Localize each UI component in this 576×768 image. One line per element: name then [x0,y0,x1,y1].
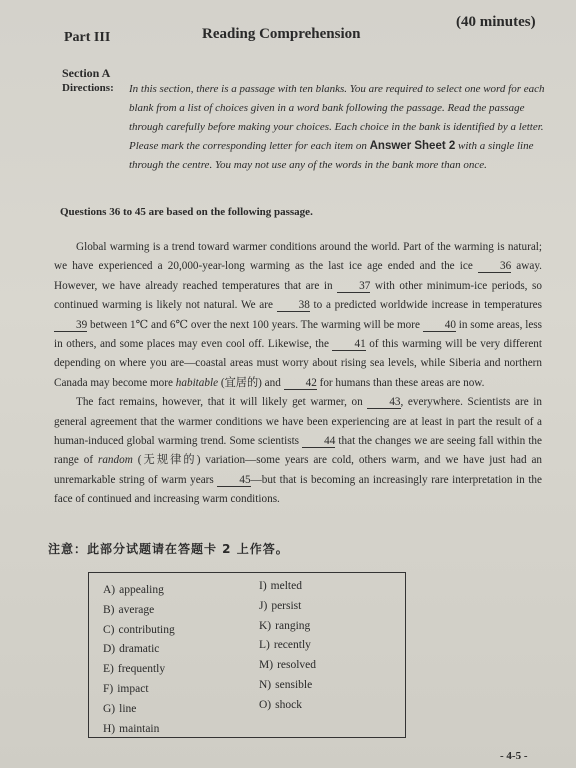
choice-word: dramatic [119,643,160,656]
part-label: Part III [64,30,111,45]
italic-term: random [97,454,133,467]
word-bank-item [259,617,316,637]
page-number: - 4-5 - [500,750,528,762]
choice-word: resolved [277,659,317,672]
word-bank-item [103,640,175,660]
blank-39: 39 [54,319,87,332]
word-bank-column-right [259,577,316,716]
choice-letter: D) [103,643,116,656]
italic-term: habitable [175,376,219,389]
answer-notice: 注意：此部分试题请在答题卡 2 上作答。 [48,542,289,556]
section-heading: Section A [62,66,111,80]
word-bank-item [259,636,316,656]
choice-word: sensible [275,678,313,691]
choice-letter: F) [103,682,114,695]
directions-label: Directions: [62,82,114,94]
blank-37: 37 [337,280,370,293]
word-bank-item [103,700,175,720]
word-bank-item [103,680,175,700]
word-bank-item [103,660,175,680]
blank-42: 42 [284,377,317,390]
choice-letter: G) [103,702,116,715]
choice-letter: I) [259,580,267,592]
passage-text: in some areas, less in others, and some places may even cool off. Likewise, the [54,318,542,351]
time-limit: (40 minutes) [456,14,536,30]
choice-word: recently [273,639,311,652]
passage-text: to a predicted worldwide increase in temperatures [309,299,542,312]
passage-text: Global warming is a trend toward warmer conditions around the world. Part of the warming is natural; we have experienced a 20,000-year-long warming as the last ice age ended and the ice [54,241,542,273]
choice-letter: H) [103,722,116,735]
word-bank-item [259,696,316,716]
choice-word: persist [271,599,302,612]
word-bank-item [259,577,316,597]
choice-letter: A) [103,584,116,596]
passage-paragraph-2 [54,393,542,509]
blank-45: 45 [217,474,250,487]
choice-word: contributing [118,623,175,636]
word-bank-item [103,601,175,621]
choice-word: shock [275,698,302,711]
blank-43: 43 [367,396,400,409]
passage-text: (无规律的) variation—some years are cold, others warm, and we have just had an unremarkable string of warm years [54,454,542,486]
questions-heading: Questions 36 to 45 are based on the following passage. [60,206,313,218]
blank-41: 41 [332,338,365,351]
word-bank-item [103,581,175,601]
choice-word: line [119,702,137,715]
choice-letter: B) [103,603,115,616]
choice-letter: K) [259,619,272,632]
passage-text: away. However, we have already reached temperatures that are in [54,260,542,292]
choice-word: average [118,603,155,616]
answer-sheet-label: Answer Sheet 2 [369,140,456,152]
word-bank-item [103,720,175,740]
choice-letter: J) [259,599,268,612]
word-bank-column-left [103,581,175,739]
blank-38: 38 [277,299,310,312]
choice-letter: N) [259,678,272,691]
choice-word: maintain [119,722,160,735]
word-bank-item [103,621,175,641]
blank-44: 44 [302,435,335,448]
passage-text: —but that is becoming an increasingly rare interpretation in the face of continued and increasing warm conditions. [54,473,542,506]
passage-text: between 1℃ and 6℃ over the next 100 years. The warming will be more [87,318,423,331]
choice-letter: O) [259,698,272,711]
blank-40: 40 [423,319,456,332]
word-bank [88,572,406,738]
choice-letter: C) [103,623,115,636]
passage-text: (宜居的) and [218,376,284,389]
blank-36: 36 [478,260,511,273]
word-bank-item [259,676,316,696]
passage-paragraph-1 [54,238,542,393]
directions-text-1: In this section, there is a passage with ten blanks. You are required to select one word for each blank from a list of choices given in a word bank following the passage. Read the passage through carefully before making your choices. Each choice in the bank is identified by a letter. Please mark the corresponding letter for each item on [129,83,545,152]
directions-text-2: with a single line through the centre. You may not use any of the words in the bank more than once. [129,140,534,171]
passage [54,238,542,510]
passage-text: of this warming will be very different depending on where you are—coastal areas must worry about rising sea levels, while Siberia and northern Canada may become more [54,338,542,389]
choice-letter: L) [259,639,270,652]
choice-word: melted [270,580,302,592]
choice-word: appealing [119,584,164,596]
word-bank-item [259,597,316,617]
choice-word: impact [117,682,149,695]
choice-letter: M) [259,659,274,672]
choice-word: frequently [117,663,166,676]
directions-text [129,80,549,175]
passage-text: for humans than these areas are now. [316,376,485,389]
passage-text: The fact remains, however, that it will likely get warmer, on [76,396,368,409]
word-bank-item [259,656,316,676]
page-title: Reading Comprehension [202,26,361,42]
passage-text: that the changes we are seeing fall within the range of [54,435,542,467]
choice-letter: E) [103,663,114,676]
passage-text: with other minimum-ice periods, so continued warming is likely not natural. We are [54,279,542,312]
choice-word: ranging [275,619,311,632]
passage-text: , everywhere. Scientists are in general agreement that the warmer conditions we have been experiencing are at least in part the result of a human-induced global warming trend. Some scientists [54,396,542,448]
